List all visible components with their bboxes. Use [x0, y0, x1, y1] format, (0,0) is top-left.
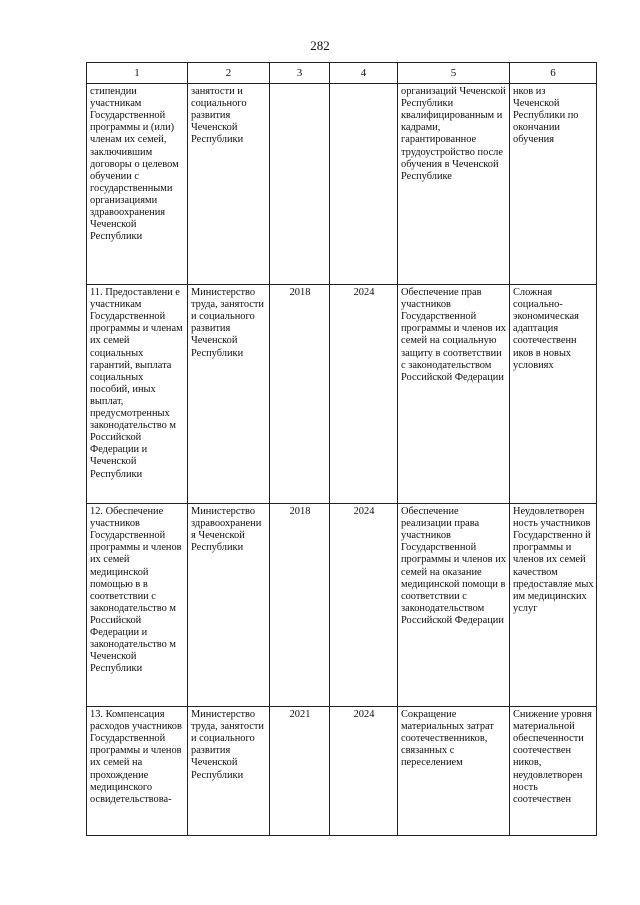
program-measures-table — [86, 62, 597, 836]
executor-cell: занятости и социального развития Чеченской Республики — [188, 84, 270, 285]
consequence-cell: Сложная социально-экономическая адаптация соотечественн иков в новых условиях — [510, 285, 597, 504]
measure-cell: стипендии участникам Государственной программы и (или) членам их семей, заключившим договоры о целевом обучении с государственными организациями здравоохранения Чеченской Республики — [87, 84, 188, 285]
measure-cell: 11. Предоставлени е участникам Государственной программы и членам их семей социальных гарантий, выплата социальных пособий, иных выплат, предусмотренных законодательство м Российской Федерации и Чеченской Республики — [87, 285, 188, 504]
start-year-cell: 2021 — [270, 707, 330, 836]
start-year-cell: 2018 — [270, 285, 330, 504]
end-year-cell — [330, 84, 398, 285]
expected-result-cell: Обеспечение прав участников Государственной программы и членов их семей на социальную защиту в соответствии с законодательством Российской Федерации — [398, 285, 510, 504]
table-row — [87, 285, 597, 504]
executor-cell: Министерство труда, занятости и социального развития Чеченской Республики — [188, 707, 270, 836]
end-year-cell: 2024 — [330, 707, 398, 836]
table-row — [87, 504, 597, 707]
consequence-cell: нков из Чеченской Республики по окончании обучения — [510, 84, 597, 285]
table-row — [87, 84, 597, 285]
end-year-cell: 2024 — [330, 285, 398, 504]
column-header: 6 — [510, 63, 597, 84]
page-number: 282 — [310, 38, 330, 53]
expected-result-cell: Сокращение материальных затрат соотечественников, связанных с переселением — [398, 707, 510, 836]
end-year-cell: 2024 — [330, 504, 398, 707]
table-row — [87, 707, 597, 836]
measure-cell: 12. Обеспечение участников Государственной программы и членов их семей медицинской помощью в в соответствии с законодательство м Российской Федерации и законодательство м Чеченской Республики — [87, 504, 188, 707]
measure-cell: 13. Компенсация расходов участников Государственной программы и членов их семей на прохождение медицинского освидетельствова- — [87, 707, 188, 836]
column-header: 3 — [270, 63, 330, 84]
start-year-cell — [270, 84, 330, 285]
column-header: 4 — [330, 63, 398, 84]
column-header: 5 — [398, 63, 510, 84]
expected-result-cell: организаций Чеченской Республики квалифицированным и кадрами, гарантированное трудоустройство после обучения в Чеченской Республике — [398, 84, 510, 285]
table-header-row — [87, 63, 597, 84]
expected-result-cell: Обеспечение реализации права участников Государственной программы и членов их семей на оказание медицинской помощи в соответствии с законодательством Российской Федерации — [398, 504, 510, 707]
start-year-cell: 2018 — [270, 504, 330, 707]
executor-cell: Министерство труда, занятости и социального развития Чеченской Республики — [188, 285, 270, 504]
column-header: 2 — [188, 63, 270, 84]
executor-cell: Министерство здравоохранени я Чеченской Республики — [188, 504, 270, 707]
consequence-cell: Неудовлетворен ность участников Государственно й программы и членов их семей качеством предоставляе мых им медицинских услуг — [510, 504, 597, 707]
consequence-cell: Снижение уровня материальной обеспеченности соотечествен ников, неудовлетворен ность соотечествен — [510, 707, 597, 836]
column-header: 1 — [87, 63, 188, 84]
